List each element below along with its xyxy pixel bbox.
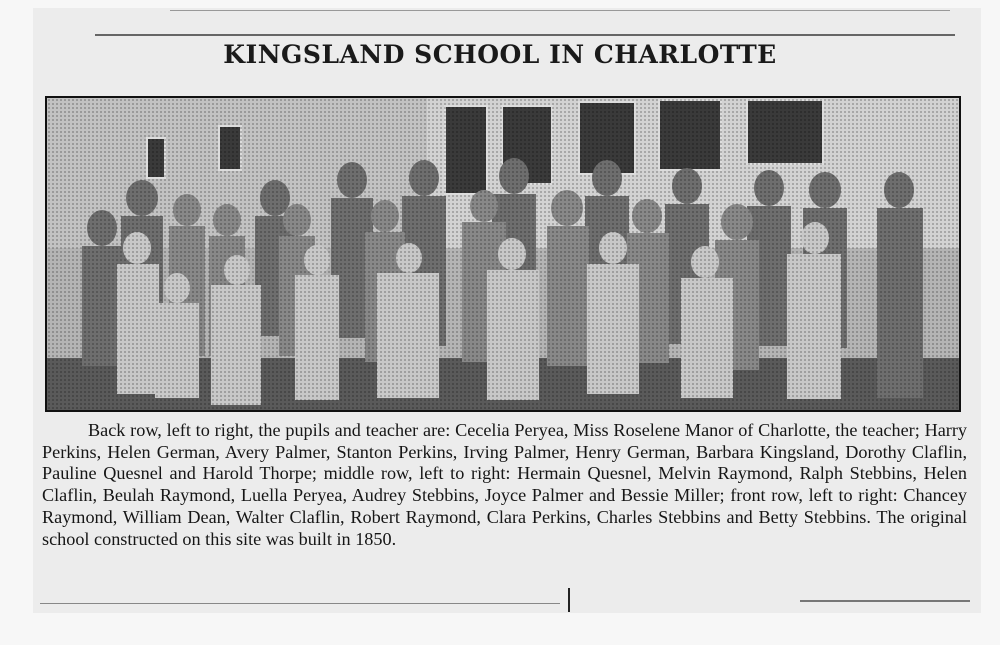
photo-illustration (47, 98, 959, 410)
bottom-rule (40, 603, 560, 604)
top-rule (95, 34, 955, 36)
fold-mark (568, 588, 570, 612)
caption-text: Back row, left to right, the pupils and teacher are: Cecelia Peryea, Miss Roselene Manor of Charlotte, the teacher; Harry Perkins, Helen German, Avery Palmer, Stanton Perkins, Irving Palmer, Henry German, Barbara Kingsland, Dorothy Claflin, Pauline Quesnel and Harold Thorpe; middle row, left to right: Hermain Quesnel, Melvin Raymond, Ralph Stebbins, Helen Claflin, Beulah Raymond, Luella Peryea, Audrey Stebbins, Joyce Palmer and Bessie Miller; front row, left to right: Chancey Raymond, William Dean, Walter Claflin, Robert Raymond, Clara Perkins, Charles Stebbins and Betty Stebbins. The original school constructed on this site was built in 1850. (42, 420, 967, 549)
headline: KINGSLAND SCHOOL IN CHARLOTTE (223, 40, 777, 69)
group-photo-image (45, 96, 961, 412)
bottom-rule-right (800, 600, 970, 602)
photo-caption (42, 420, 967, 600)
top-rule-thin (170, 10, 950, 11)
